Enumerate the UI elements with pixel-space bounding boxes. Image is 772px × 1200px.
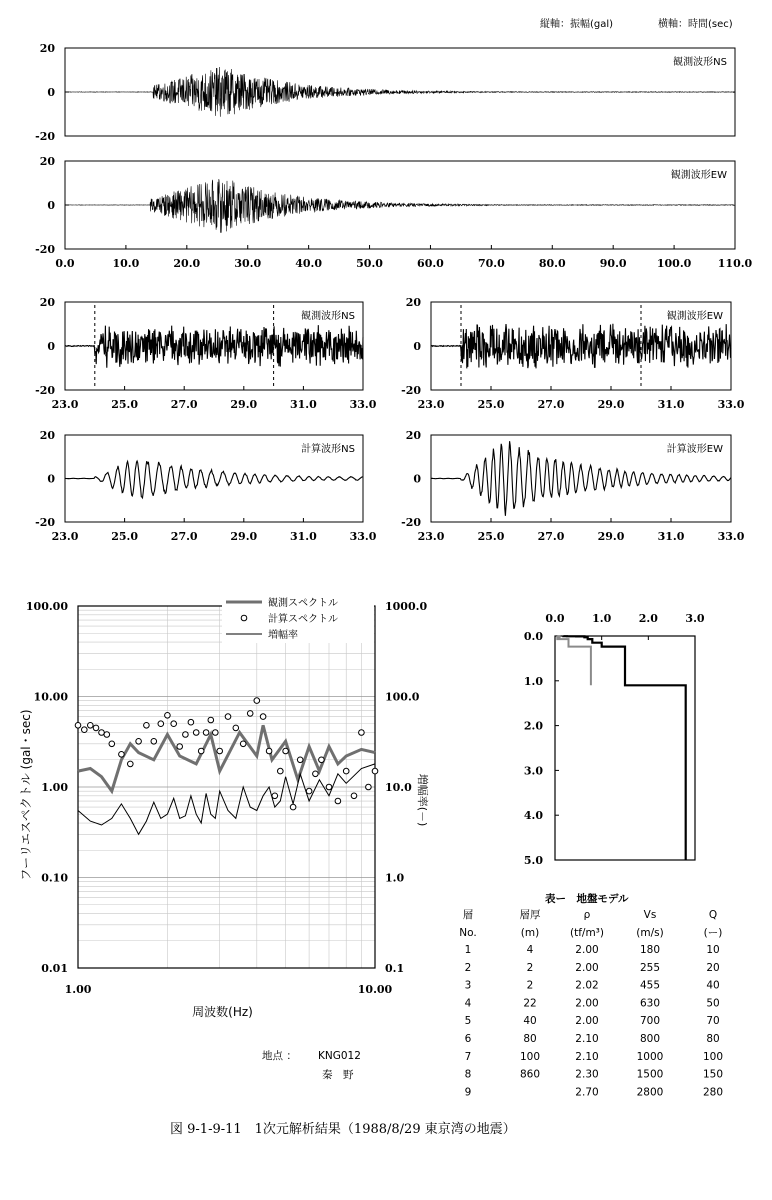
x-tick-label: 25.0 bbox=[111, 398, 138, 411]
x-tick-label: 1.00 bbox=[64, 983, 92, 996]
data-point bbox=[366, 784, 372, 790]
y-tick-label: -20 bbox=[401, 384, 421, 397]
data-point bbox=[183, 732, 189, 738]
y-tick-label: 20 bbox=[39, 296, 55, 309]
table-unit: (m) bbox=[520, 927, 540, 939]
data-point bbox=[119, 752, 125, 758]
x-tick-label: 27.0 bbox=[170, 530, 198, 543]
waveform-panel-calc_ew bbox=[401, 429, 745, 543]
panel-title: 観測波形NS bbox=[301, 311, 355, 322]
x-axis-label: 周波数(Hz) bbox=[192, 1005, 253, 1019]
x-tick-label: 31.0 bbox=[657, 398, 685, 411]
x-tick-label: 31.0 bbox=[290, 398, 317, 411]
x-tick-label: 20.0 bbox=[173, 257, 201, 270]
data-point bbox=[266, 748, 272, 754]
ground-model-table bbox=[459, 892, 723, 1098]
data-point bbox=[136, 739, 142, 745]
x-tick-label: 29.0 bbox=[597, 398, 625, 411]
y-tick-label: 100.00 bbox=[25, 600, 68, 613]
y-tick-label: 0 bbox=[47, 86, 55, 99]
data-point bbox=[165, 713, 171, 719]
x-tick-label: 10.0 bbox=[112, 257, 140, 270]
y2-axis-label: 増幅率(－) bbox=[416, 773, 429, 827]
y-tick-label: -20 bbox=[35, 243, 55, 256]
site-name: 秦 野 bbox=[322, 1069, 354, 1081]
x-tick-label: 10.00 bbox=[357, 983, 393, 996]
table-cell: 1000 bbox=[636, 1050, 664, 1063]
table-cell: 2 bbox=[526, 961, 534, 974]
y-tick-label: 20 bbox=[39, 155, 55, 168]
figure-caption: 図 9-1-9-11 1次元解析結果（1988/8/29 東京湾の地震） bbox=[170, 1122, 516, 1137]
series-observed-spectrum bbox=[78, 725, 375, 791]
data-point bbox=[188, 719, 194, 725]
data-point bbox=[335, 798, 341, 804]
waveform-line bbox=[65, 461, 363, 498]
x-tick-label: 80.0 bbox=[538, 257, 566, 270]
table-cell: 280 bbox=[702, 1086, 724, 1099]
x-tick-label: 40.0 bbox=[295, 257, 323, 270]
table-cell: 100 bbox=[702, 1050, 724, 1063]
y-tick-label: 1.00 bbox=[41, 781, 68, 794]
table-unit: (ー) bbox=[703, 927, 723, 939]
x-tick-label: 23.0 bbox=[417, 530, 445, 543]
x-tick-label: 25.0 bbox=[477, 398, 505, 411]
table-cell: 860 bbox=[519, 1068, 541, 1081]
x-tick-label: 33.0 bbox=[349, 398, 377, 411]
table-row bbox=[465, 980, 720, 992]
table-cell: 1 bbox=[464, 944, 472, 956]
x-tick-label: 30.0 bbox=[234, 257, 262, 270]
table-header: ρ bbox=[583, 909, 591, 921]
x-tick-label: 60.0 bbox=[417, 257, 444, 270]
y-tick-label: 2.0 bbox=[523, 719, 543, 733]
y-tick-label: 10.00 bbox=[33, 690, 68, 704]
table-cell: 2.00 bbox=[575, 944, 599, 956]
y-tick-label: 1.0 bbox=[523, 674, 543, 688]
data-point bbox=[88, 723, 94, 729]
x-tick-label: 2.0 bbox=[638, 612, 658, 625]
y-tick-label: 20 bbox=[39, 429, 55, 442]
data-point bbox=[272, 793, 278, 799]
table-cell: 50 bbox=[706, 997, 720, 1010]
waveform-panel-full_ns bbox=[35, 42, 735, 143]
table-cell: 8 bbox=[464, 1068, 472, 1081]
legend-key bbox=[241, 615, 247, 621]
table-unit: (tf/m³) bbox=[570, 927, 604, 939]
table-title: 表ー 地盤モデル bbox=[545, 893, 629, 905]
data-point bbox=[151, 739, 157, 745]
y-tick-label: 0 bbox=[413, 340, 421, 353]
table-unit: No. bbox=[459, 927, 477, 939]
table-row bbox=[465, 1051, 723, 1063]
x-tick-label: 27.0 bbox=[170, 398, 198, 411]
data-point bbox=[217, 748, 223, 754]
data-point bbox=[109, 741, 115, 747]
x-tick-label: 100.0 bbox=[656, 257, 692, 270]
data-point bbox=[351, 793, 357, 799]
site-code: KNG012 bbox=[318, 1050, 361, 1062]
x-tick-label: 25.0 bbox=[111, 530, 138, 543]
data-point bbox=[278, 768, 284, 774]
x-tick-label: 0.0 bbox=[55, 257, 75, 270]
y-tick-label: -20 bbox=[35, 516, 55, 529]
table-cell: 20 bbox=[706, 961, 720, 974]
data-point bbox=[283, 748, 289, 754]
legend-label: 増幅率 bbox=[268, 630, 298, 641]
y-tick-label: 3.0 bbox=[523, 764, 543, 778]
horizontal-axis-note: 横軸：時間(sec) bbox=[658, 19, 733, 30]
x-tick-label: 33.0 bbox=[349, 530, 377, 543]
table-row bbox=[465, 1086, 723, 1098]
data-point bbox=[306, 788, 312, 794]
table-cell: 2800 bbox=[636, 1086, 664, 1099]
table-cell: 455 bbox=[639, 979, 661, 992]
soil-profile-chart bbox=[524, 612, 705, 867]
y-tick-label: 0 bbox=[413, 472, 421, 486]
x-tick-label: 0.0 bbox=[545, 612, 565, 625]
x-tick-label: 23.0 bbox=[417, 398, 445, 411]
y2-tick-label: 1000.0 bbox=[385, 600, 428, 613]
legend-label: 観測スペクトル bbox=[268, 598, 338, 609]
table-cell: 5 bbox=[464, 1015, 472, 1028]
data-point bbox=[99, 730, 105, 736]
table-row bbox=[465, 962, 720, 974]
waveform-line bbox=[65, 179, 735, 233]
x-tick-label: 50.0 bbox=[356, 257, 383, 270]
table-row bbox=[465, 1015, 720, 1027]
table-cell: 2.30 bbox=[575, 1068, 599, 1081]
data-point bbox=[359, 730, 365, 736]
table-cell: 630 bbox=[639, 997, 661, 1010]
data-point bbox=[247, 711, 253, 717]
panel-title: 計算波形NS bbox=[301, 444, 355, 455]
panel-title: 計算波形EW bbox=[666, 444, 723, 455]
data-point bbox=[297, 757, 303, 763]
x-tick-label: 29.0 bbox=[230, 398, 258, 411]
table-cell: 2.70 bbox=[575, 1086, 599, 1099]
y-tick-label: 0.0 bbox=[523, 630, 543, 643]
x-tick-label: 27.0 bbox=[537, 398, 565, 411]
x-tick-label: 3.0 bbox=[685, 612, 705, 625]
data-point bbox=[213, 730, 219, 736]
data-point bbox=[158, 721, 164, 727]
table-header: Q bbox=[708, 909, 718, 921]
table-row bbox=[465, 1033, 720, 1045]
x-tick-label: 90.0 bbox=[599, 257, 627, 270]
y-tick-label: 0 bbox=[47, 340, 55, 353]
vertical-axis-note: 縦軸：振幅(gal) bbox=[540, 19, 614, 30]
data-point bbox=[313, 771, 319, 777]
table-cell: 3 bbox=[464, 979, 472, 992]
data-point bbox=[290, 804, 296, 810]
data-point bbox=[198, 748, 204, 754]
x-tick-label: 23.0 bbox=[51, 530, 79, 543]
table-cell: 2.00 bbox=[575, 961, 599, 974]
waveform-line bbox=[65, 325, 363, 368]
data-point bbox=[233, 725, 239, 731]
table-header: 層 bbox=[462, 909, 474, 921]
data-point bbox=[372, 768, 378, 774]
table-cell: 2.02 bbox=[575, 979, 599, 992]
panel-title: 観測波形EW bbox=[670, 170, 727, 181]
data-point bbox=[254, 698, 260, 704]
series-density bbox=[557, 636, 591, 685]
y-tick-label: -20 bbox=[35, 130, 55, 143]
data-point bbox=[75, 723, 81, 729]
table-row bbox=[465, 944, 720, 956]
y-tick-label: 20 bbox=[39, 42, 55, 55]
y-tick-label: 0.01 bbox=[41, 962, 68, 975]
data-point bbox=[82, 727, 88, 733]
data-point bbox=[171, 721, 177, 727]
y-tick-label: 0 bbox=[47, 472, 55, 486]
y-tick-label: 20 bbox=[405, 296, 421, 309]
table-cell: 10 bbox=[706, 944, 720, 956]
table-cell: 4 bbox=[464, 997, 472, 1010]
chart-panels bbox=[35, 42, 752, 543]
panel-title: 観測波形EW bbox=[666, 311, 723, 322]
table-cell: 2 bbox=[464, 961, 472, 974]
table-cell: 7 bbox=[464, 1050, 472, 1063]
legend bbox=[222, 595, 374, 643]
waveform-panel-calc_ns bbox=[35, 429, 377, 543]
table-cell: 2.00 bbox=[575, 1015, 599, 1028]
series-amplification bbox=[78, 764, 375, 834]
x-tick-label: 29.0 bbox=[597, 530, 625, 543]
data-point bbox=[208, 717, 214, 723]
table-cell: 150 bbox=[702, 1068, 724, 1081]
waveform-panel-obs_ns bbox=[35, 296, 377, 411]
table-cell: 180 bbox=[639, 944, 661, 956]
table-cell: 1500 bbox=[636, 1068, 664, 1081]
y-tick-label: 0.10 bbox=[41, 871, 68, 885]
y2-tick-label: 1.0 bbox=[385, 871, 405, 885]
table-cell: 2 bbox=[526, 979, 534, 992]
data-point bbox=[193, 730, 199, 736]
x-tick-label: 25.0 bbox=[477, 530, 505, 543]
waveform-line bbox=[431, 324, 731, 369]
y-tick-label: 0 bbox=[47, 199, 55, 212]
y2-tick-label: 100.0 bbox=[385, 690, 420, 704]
fourier-spectrum-chart bbox=[19, 595, 430, 1019]
data-point bbox=[104, 732, 110, 738]
table-cell: 2.10 bbox=[575, 1033, 599, 1045]
site-info bbox=[262, 1049, 361, 1081]
y2-tick-label: 10.0 bbox=[385, 781, 412, 794]
data-point bbox=[260, 714, 266, 720]
x-tick-label: 31.0 bbox=[290, 530, 317, 543]
table-row bbox=[465, 997, 720, 1009]
legend-label: 計算スペクトル bbox=[268, 614, 338, 625]
waveform-line bbox=[65, 67, 735, 117]
x-tick-label: 27.0 bbox=[537, 530, 565, 543]
table-cell: 6 bbox=[464, 1033, 472, 1045]
table-cell: 80 bbox=[523, 1033, 537, 1045]
y-tick-label: -20 bbox=[35, 384, 55, 397]
table-cell: 22 bbox=[523, 997, 537, 1010]
data-point bbox=[326, 784, 332, 790]
data-point bbox=[225, 714, 231, 720]
y-tick-label: 20 bbox=[405, 429, 421, 442]
table-cell: 800 bbox=[639, 1033, 661, 1045]
data-point bbox=[343, 768, 349, 774]
table-cell: 2.00 bbox=[575, 997, 599, 1010]
series-vs bbox=[563, 636, 685, 860]
y-tick-label: 4.0 bbox=[523, 809, 543, 823]
site-label: 地点 ： bbox=[262, 1050, 297, 1062]
data-point bbox=[177, 744, 183, 750]
y2-tick-label: 0.1 bbox=[385, 962, 405, 975]
waveform-panel-obs_ew bbox=[401, 296, 745, 411]
table-cell: 70 bbox=[706, 1015, 720, 1028]
table-cell: 40 bbox=[706, 979, 720, 992]
waveform-panel-full_ew bbox=[35, 155, 752, 270]
data-point bbox=[128, 761, 134, 767]
y-tick-label: -20 bbox=[401, 516, 421, 529]
y-tick-label: 5.0 bbox=[523, 854, 543, 867]
table-cell: 4 bbox=[526, 944, 534, 956]
x-tick-label: 33.0 bbox=[717, 530, 745, 543]
x-tick-label: 1.0 bbox=[592, 612, 612, 625]
table-header: 層厚 bbox=[519, 909, 541, 921]
table-cell: 100 bbox=[519, 1050, 541, 1063]
x-tick-label: 23.0 bbox=[51, 398, 79, 411]
table-cell: 40 bbox=[523, 1015, 537, 1028]
x-tick-label: 70.0 bbox=[477, 257, 505, 270]
table-cell: 255 bbox=[639, 961, 661, 974]
x-tick-label: 31.0 bbox=[657, 530, 685, 543]
table-row bbox=[465, 1069, 723, 1081]
table-cell: 2.10 bbox=[575, 1050, 599, 1063]
table-cell: 9 bbox=[464, 1086, 472, 1099]
table-header: Vs bbox=[643, 909, 657, 921]
data-point bbox=[240, 741, 246, 747]
x-tick-label: 29.0 bbox=[230, 530, 258, 543]
panel-title: 観測波形NS bbox=[673, 57, 727, 68]
data-point bbox=[203, 730, 209, 736]
data-point bbox=[319, 757, 325, 763]
data-point bbox=[93, 725, 99, 731]
y-axis-label: フーリエスペクトル (gal・sec) bbox=[19, 709, 33, 881]
x-tick-label: 110.0 bbox=[717, 257, 753, 270]
data-point bbox=[144, 723, 150, 729]
table-unit: (m/s) bbox=[636, 927, 664, 939]
table-cell: 700 bbox=[639, 1015, 661, 1028]
x-tick-label: 33.0 bbox=[717, 398, 745, 411]
table-cell: 80 bbox=[706, 1033, 720, 1045]
